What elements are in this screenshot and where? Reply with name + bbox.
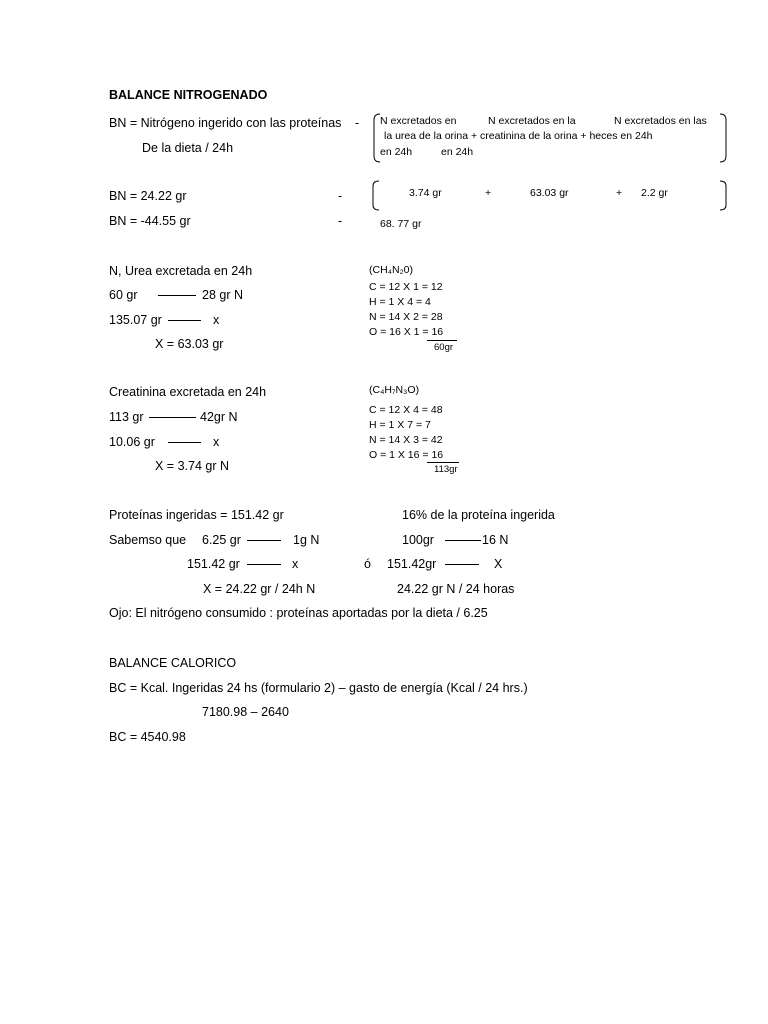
plus-sign: + — [616, 187, 623, 199]
bn-definition-line1: BN = Nitrógeno ingerido con las proteínas — [109, 116, 342, 130]
box-col1-line1: N excretados en — [380, 115, 457, 127]
urea-calc-c: C = 12 X 1 = 12 — [369, 281, 443, 293]
box-col1-line3: en 24h — [380, 146, 413, 158]
creatinine-calc-o: O = 1 X 16 = 16 — [369, 449, 444, 461]
alt-r1-right: 16 N — [482, 533, 509, 547]
protein-r2-left: 151.42 gr — [187, 557, 240, 571]
urea-row2-right: x — [213, 313, 220, 327]
minus-sign: - — [338, 189, 343, 203]
proteins-ingested: Proteínas ingeridas = 151.42 gr — [109, 508, 284, 522]
bn-result: BN = -44.55 gr — [109, 214, 191, 228]
sum-total: 68. 77 gr — [380, 218, 422, 230]
proportion-line — [158, 295, 196, 296]
plus-sign: + — [485, 187, 492, 199]
box-line2: la urea de la orina + creatinina de la orina + heces en 24h — [384, 130, 653, 142]
urea-calc-o: O = 16 X 1 = 16 — [369, 326, 444, 338]
proportion-line — [445, 540, 481, 541]
creatinine-row2-left: 10.06 gr — [109, 435, 155, 449]
alt-r1-left: 100gr — [402, 533, 434, 547]
proportion-line — [247, 564, 281, 565]
sum-urea-n: 3.74 gr — [409, 187, 442, 199]
sum-creatinine-n: 63.03 gr — [530, 187, 569, 199]
caloric-numbers: 7180.98 – 2640 — [202, 705, 289, 719]
urea-title: N, Urea excretada en 24h — [109, 264, 253, 278]
or-label: ó — [364, 557, 371, 571]
urea-formula: (CH₄N₂0) — [369, 264, 413, 276]
urea-row1-left: 60 gr — [109, 288, 138, 302]
creatinine-result: X = 3.74 gr N — [155, 459, 229, 473]
caloric-result: BC = 4540.98 — [109, 730, 186, 744]
creatinine-total: 113gr — [434, 464, 458, 475]
proportion-line — [445, 564, 479, 565]
alt-r2-right: X — [494, 557, 503, 571]
urea-row2-left: 135.07 gr — [109, 313, 162, 327]
nitrogen-balance-title: BALANCE NITROGENADO — [109, 88, 268, 102]
creatinine-calc-c: C = 12 X 4 = 48 — [369, 404, 443, 416]
urea-total: 60gr — [434, 342, 454, 353]
minus-sign: - — [338, 214, 343, 228]
right-bracket-icon — [719, 180, 728, 212]
creatinine-title: Creatinina excretada en 24h — [109, 385, 267, 399]
nitrogen-note: Ojo: El nitrógeno consumido : proteínas aportadas por la dieta / 6.25 — [109, 606, 488, 620]
creatinine-row2-right: x — [213, 435, 220, 449]
proportion-line — [168, 320, 201, 321]
urea-calc-n: N = 14 X 2 = 28 — [369, 311, 443, 323]
box-col2-line3: en 24h — [441, 146, 474, 158]
proportion-line — [168, 442, 201, 443]
protein-percent-title: 16% de la proteína ingerida — [402, 508, 555, 522]
sum-feces-n: 2.2 gr — [641, 187, 668, 199]
caloric-balance-title: BALANCE CALORICO — [109, 656, 237, 670]
creatinine-formula: (C₄H₇N₃O) — [369, 384, 420, 396]
bn-value: BN = 24.22 gr — [109, 189, 187, 203]
protein-result-right: 24.22 gr N / 24 horas — [397, 582, 515, 596]
creatinine-calc-n: N = 14 X 3 = 42 — [369, 434, 443, 446]
protein-r1-right: 1g N — [293, 533, 320, 547]
right-bracket-icon — [719, 113, 728, 163]
proportion-line — [149, 417, 196, 418]
sabemos-label: Sabemso que — [109, 533, 187, 547]
protein-r1-left: 6.25 gr — [202, 533, 241, 547]
left-bracket-icon — [372, 180, 380, 212]
sum-line — [427, 340, 457, 341]
minus-sign: - — [355, 116, 360, 130]
box-col3-line1: N excretados en las — [614, 115, 707, 127]
sum-line — [427, 462, 459, 463]
urea-result: X = 63.03 gr — [155, 337, 224, 351]
alt-r2-left: 151.42gr — [387, 557, 437, 571]
box-col2-line1: N excretados en la — [488, 115, 576, 127]
creatinine-calc-h: H = 1 X 7 = 7 — [369, 419, 431, 431]
protein-r2-right: x — [292, 557, 299, 571]
urea-calc-h: H = 1 X 4 = 4 — [369, 296, 431, 308]
urea-row1-right: 28 gr N — [202, 288, 243, 302]
creatinine-row1-right: 42gr N — [200, 410, 238, 424]
proportion-line — [247, 540, 281, 541]
bn-definition-line2: De la dieta / 24h — [142, 141, 234, 155]
caloric-formula: BC = Kcal. Ingeridas 24 hs (formulario 2) – gasto de energía (Kcal / 24 hrs.) — [109, 681, 528, 695]
protein-result-left: X = 24.22 gr / 24h N — [203, 582, 316, 596]
creatinine-row1-left: 113 gr — [109, 410, 144, 424]
